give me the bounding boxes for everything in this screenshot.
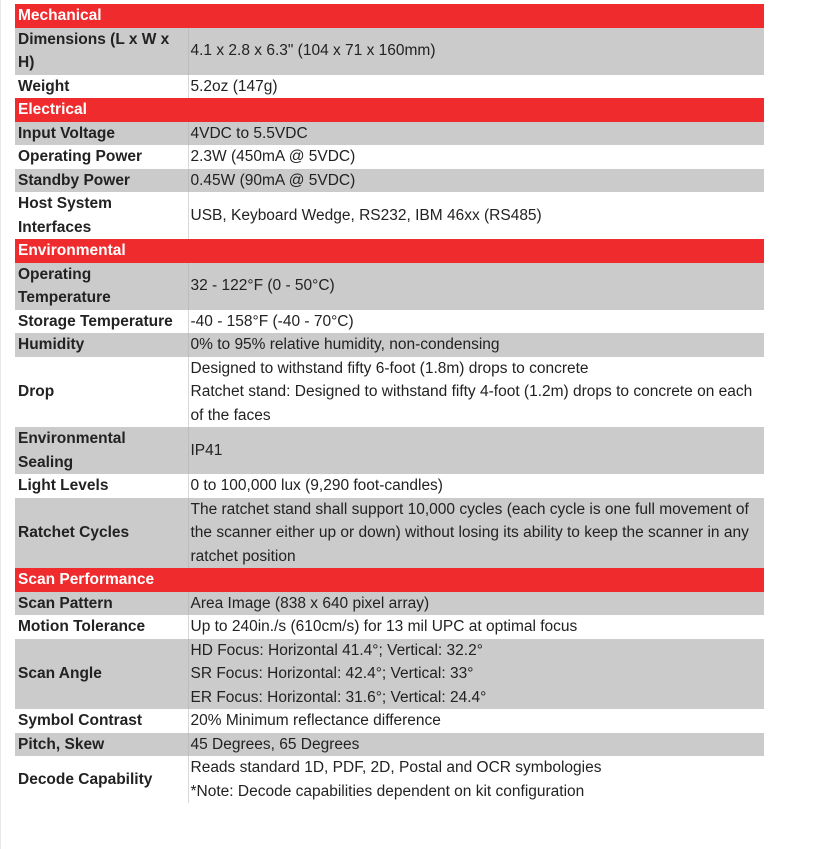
spec-value: [188, 756, 764, 803]
spec-label: Dimensions (L x W x H): [15, 28, 188, 75]
spec-row: [15, 427, 764, 474]
spec-row: [15, 709, 764, 733]
spec-label: Operating Temperature: [15, 263, 188, 310]
spec-label: Light Levels: [15, 474, 188, 498]
spec-label: Symbol Contrast: [15, 709, 188, 733]
spec-label: Motion Tolerance: [15, 615, 188, 639]
spec-label: Pitch, Skew: [15, 733, 188, 757]
spec-value-line: Reads standard 1D, PDF, 2D, Postal and OCR symbologies: [190, 759, 602, 776]
spec-value: [188, 733, 764, 757]
spec-value-line: Up to 240in./s (610cm/s) for 13 mil UPC at optimal focus: [190, 618, 578, 635]
section-title: Scan Performance: [15, 568, 764, 592]
spec-value: [188, 474, 764, 498]
spec-value-line: 32 - 122°F (0 - 50°C): [190, 277, 335, 295]
spec-value-line: 2.3W (450mA @ 5VDC): [190, 148, 356, 165]
spec-value: [188, 592, 764, 616]
section-header: [15, 98, 764, 122]
spec-value-line: 45 Degrees, 65 Degrees: [190, 735, 360, 753]
spec-value-line: 0.45W (90mA @ 5VDC): [190, 171, 356, 189]
page-left-border: [0, 0, 1, 849]
spec-label: Scan Angle: [15, 639, 188, 710]
section-header: [15, 4, 764, 28]
spec-row: [15, 145, 764, 169]
spec-row: [15, 169, 764, 193]
spec-value-line: 0 to 100,000 lux (9,290 foot-candles): [190, 477, 443, 494]
spec-row: [15, 474, 764, 498]
section-header: [15, 239, 764, 263]
spec-row: [15, 639, 764, 710]
spec-value-line: IP41: [190, 441, 223, 459]
section-title: Mechanical: [15, 4, 764, 28]
spec-value: [188, 357, 764, 428]
spec-value-line: 20% Minimum reflectance difference: [190, 712, 441, 729]
spec-value: [188, 498, 764, 569]
spec-value-line: 4.1 x 2.8 x 6.3" (104 x 71 x 160mm): [190, 42, 436, 60]
spec-value: [188, 122, 764, 146]
spec-value: [188, 615, 764, 639]
spec-label: Ratchet Cycles: [15, 498, 188, 569]
spec-row: [15, 733, 764, 757]
spec-table: [15, 4, 764, 803]
spec-row: [15, 75, 764, 99]
spec-table-body: [15, 4, 764, 803]
spec-value-line: SR Focus: Horizontal: 42.4°; Vertical: 33°: [190, 665, 474, 682]
spec-row: [15, 357, 764, 428]
spec-row: [15, 192, 764, 239]
section-header: [15, 568, 764, 592]
spec-value-line: HD Focus: Horizontal 41.4°; Vertical: 32.2°: [190, 641, 483, 659]
spec-label: Environmental Sealing: [15, 427, 188, 474]
spec-value-line: 0% to 95% relative humidity, non-condensing: [190, 336, 500, 353]
spec-value-line: -40 - 158°F (-40 - 70°C): [190, 312, 354, 330]
spec-value: [188, 263, 764, 310]
spec-value-line: 4VDC to 5.5VDC: [190, 124, 308, 142]
spec-row: [15, 263, 764, 310]
spec-value: [188, 145, 764, 169]
spec-row: [15, 756, 764, 803]
spec-value: [188, 333, 764, 357]
spec-row: [15, 498, 764, 569]
spec-value-line: 5.2oz (147g): [190, 77, 278, 95]
spec-value-line: Area Image (838 x 640 pixel array): [190, 594, 430, 612]
spec-row: [15, 310, 764, 334]
spec-label: Input Voltage: [15, 122, 188, 146]
spec-value: [188, 28, 764, 75]
spec-value: [188, 192, 764, 239]
spec-value: [188, 709, 764, 733]
spec-value-line: USB, Keyboard Wedge, RS232, IBM 46xx (RS485): [190, 206, 542, 224]
spec-value: [188, 427, 764, 474]
spec-value-line: *Note: Decode capabilities dependent on kit configuration: [190, 782, 585, 800]
spec-label: Storage Temperature: [15, 310, 188, 334]
spec-label: Drop: [15, 357, 188, 428]
spec-label: Scan Pattern: [15, 592, 188, 616]
spec-value-line: The ratchet stand shall support 10,000 cycles (each cycle is one full movement of the scanner either up or down) without losing its ability to keep the scanner in any ratchet position: [190, 500, 749, 565]
spec-value: [188, 75, 764, 99]
spec-value-line: Ratchet stand: Designed to withstand fifty 4-foot (1.2m) drops to concrete on each of the faces: [190, 383, 753, 424]
spec-value: [188, 169, 764, 193]
spec-row: [15, 28, 764, 75]
spec-row: [15, 333, 764, 357]
spec-value: [188, 310, 764, 334]
spec-label: Decode Capability: [15, 756, 188, 803]
spec-label: Weight: [15, 75, 188, 99]
spec-value-line: Designed to withstand fifty 6-foot (1.8m) drops to concrete: [190, 359, 589, 377]
spec-label: Standby Power: [15, 169, 188, 193]
spec-row: [15, 122, 764, 146]
section-title: Electrical: [15, 98, 764, 122]
spec-row: [15, 592, 764, 616]
spec-label: Humidity: [15, 333, 188, 357]
section-title: Environmental: [15, 239, 764, 263]
spec-value-line: ER Focus: Horizontal: 31.6°; Vertical: 24.4°: [190, 688, 487, 706]
spec-label: Host System Interfaces: [15, 192, 188, 239]
spec-value: [188, 639, 764, 710]
spec-row: [15, 615, 764, 639]
spec-label: Operating Power: [15, 145, 188, 169]
